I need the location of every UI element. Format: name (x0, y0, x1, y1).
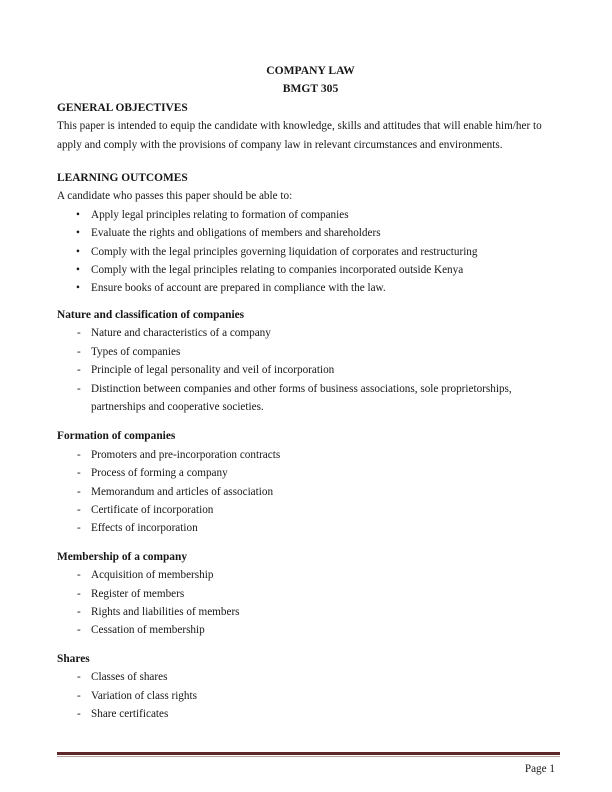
document-title: COMPANY LAW (266, 64, 355, 77)
course-code: BMGT 305 (282, 82, 339, 96)
section-nature-classification (57, 306, 564, 416)
list-item: - Variation of class rights (57, 687, 564, 705)
general-objectives-paragraph: This paper is intended to equip the candidate with knowledge, skills and attitudes that will enable him/her to apply and comply with the provisions of company law in relevant circumstances and environments. (57, 120, 542, 151)
list-item: • Evaluate the rights and obligations of members and shareholders (57, 224, 564, 242)
list-item: - Promoters and pre-incorporation contracts (57, 446, 564, 464)
list-item: - Memorandum and articles of association (57, 483, 564, 501)
page-number: Page 1 (524, 763, 555, 775)
section-heading: GENERAL OBJECTIVES (57, 101, 188, 114)
list-item: - Effects of incorporation (57, 519, 564, 537)
list-item: • Ensure books of account are prepared in compliance with the law. (57, 279, 564, 297)
footer-rule-shadow (57, 756, 560, 757)
section-shares (57, 650, 564, 724)
list-item: - Process of forming a company (57, 464, 564, 482)
list-item: - Principle of legal personality and veil of incorporation (57, 361, 564, 379)
list-item: - Classes of shares (57, 668, 564, 686)
section-learning-outcomes (57, 169, 564, 298)
list-item: - Nature and characteristics of a company (57, 324, 564, 342)
footer-rule (57, 752, 560, 755)
nature-classification-list (57, 324, 564, 416)
list-item: - Cessation of membership (57, 621, 564, 639)
list-item: - Acquisition of membership (57, 566, 564, 584)
learning-outcomes-list (57, 206, 564, 298)
list-item: - Certificate of incorporation (57, 501, 564, 519)
section-formation (57, 427, 564, 537)
list-item: • Comply with the legal principles relating to companies incorporated outside Kenya (57, 261, 564, 279)
list-item: - Register of members (57, 585, 564, 603)
list-item: • Comply with the legal principles governing liquidation of corporates and restructuring (57, 243, 564, 261)
section-membership (57, 548, 564, 640)
section-general-objectives (57, 99, 564, 154)
list-item: - Distinction between companies and other forms of business associations, sole proprietorships, partnerships and cooperative societies. (57, 380, 564, 417)
membership-list (57, 566, 564, 640)
shares-list (57, 668, 564, 723)
list-item: - Types of companies (57, 343, 564, 361)
list-item: - Share certificates (57, 705, 564, 723)
page-footer (57, 752, 560, 778)
section-heading: Membership of a company (57, 550, 188, 563)
section-heading: Shares (57, 652, 90, 665)
list-item: - Rights and liabilities of members (57, 603, 564, 621)
list-item: • Apply legal principles relating to formation of companies (57, 206, 564, 224)
section-heading: Nature and classification of companies (57, 308, 245, 321)
section-heading: Formation of companies (57, 430, 176, 443)
formation-list (57, 446, 564, 538)
learning-outcomes-intro: A candidate who passes this paper should be able to: (57, 190, 293, 203)
section-heading: LEARNING OUTCOMES (57, 172, 188, 185)
